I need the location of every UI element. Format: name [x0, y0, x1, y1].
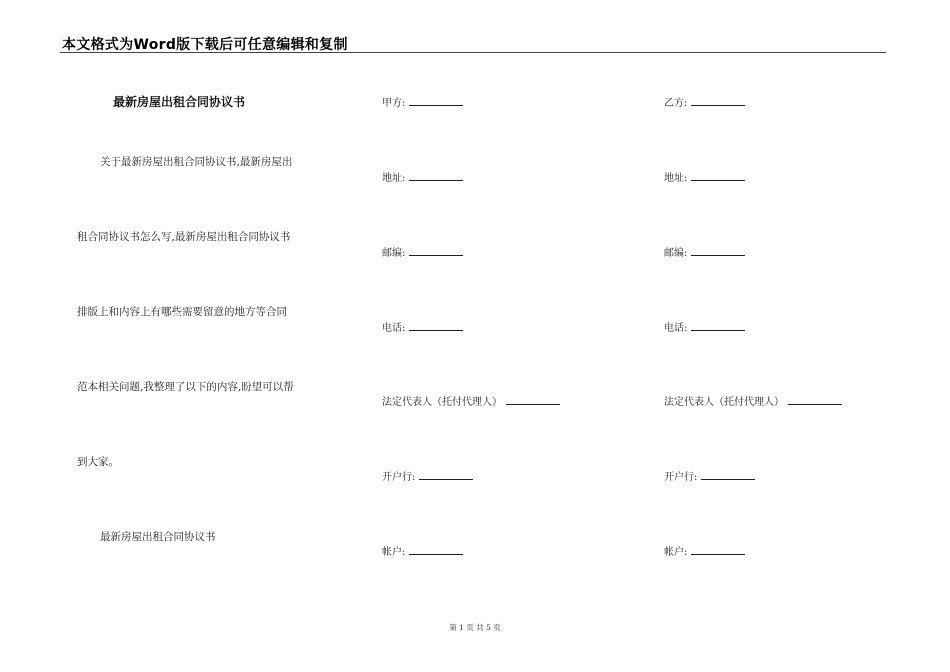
fill-blank	[691, 320, 745, 331]
header-divider	[60, 52, 886, 53]
field-label: 开户行:	[382, 472, 416, 483]
field-label: 邮编:	[664, 248, 688, 259]
paragraph-line: 租合同协议书怎么写,最新房屋出租合同协议书	[77, 231, 291, 243]
paragraph-line: 范本相关问题,我整理了以下的内容,盼望可以帮	[77, 381, 294, 393]
party-a-name-field	[382, 94, 463, 109]
fill-blank	[691, 544, 745, 555]
paragraph-line: 到大家。	[77, 456, 119, 468]
party-a-account-field	[382, 543, 463, 558]
party-a-postcode-field	[382, 244, 463, 259]
party-a-address-field	[382, 169, 463, 184]
party-b-name-field	[664, 94, 745, 109]
field-label: 地址:	[664, 173, 688, 184]
party-b-phone-field	[664, 319, 745, 334]
field-label: 电话:	[382, 323, 406, 334]
document-subtitle: 最新房屋出租合同协议书	[100, 531, 216, 543]
party-a-phone-field	[382, 319, 463, 334]
paragraph-line: 关于最新房屋出租合同协议书,最新房屋出	[100, 156, 293, 168]
fill-blank	[419, 469, 473, 480]
fill-blank	[409, 95, 463, 106]
fill-blank	[691, 245, 745, 256]
page-number: 第 1 页 共 5 页	[449, 623, 501, 632]
field-label: 电话:	[664, 323, 688, 334]
field-label: 法定代表人（托付代理人）	[664, 397, 784, 408]
party-a-bank-field	[382, 468, 473, 483]
field-label: 地址:	[382, 173, 406, 184]
fill-blank	[409, 544, 463, 555]
field-label: 法定代表人（托付代理人）	[382, 397, 502, 408]
party-a-representative-field	[382, 393, 560, 408]
party-b-bank-field	[664, 468, 755, 483]
fill-blank	[701, 469, 755, 480]
party-b-representative-field	[664, 393, 842, 408]
field-label: 乙方:	[664, 98, 688, 109]
field-label: 开户行:	[664, 472, 698, 483]
fill-blank	[788, 394, 842, 405]
party-b-account-field	[664, 543, 745, 558]
fill-blank	[409, 170, 463, 181]
fill-blank	[691, 95, 745, 106]
fill-blank	[691, 170, 745, 181]
fill-blank	[506, 394, 560, 405]
fill-blank	[409, 245, 463, 256]
fill-blank	[409, 320, 463, 331]
paragraph-line: 排版上和内容上有哪些需要留意的地方等合同	[77, 306, 287, 318]
field-label: 邮编:	[382, 248, 406, 259]
field-label: 帐户:	[664, 547, 688, 558]
party-b-postcode-field	[664, 244, 745, 259]
field-label: 甲方:	[382, 98, 406, 109]
header-title: 本文格式为Word版下载后可任意编辑和复制	[62, 37, 348, 53]
document-title: 最新房屋出租合同协议书	[113, 95, 246, 109]
party-b-address-field	[664, 169, 745, 184]
field-label: 帐户:	[382, 547, 406, 558]
